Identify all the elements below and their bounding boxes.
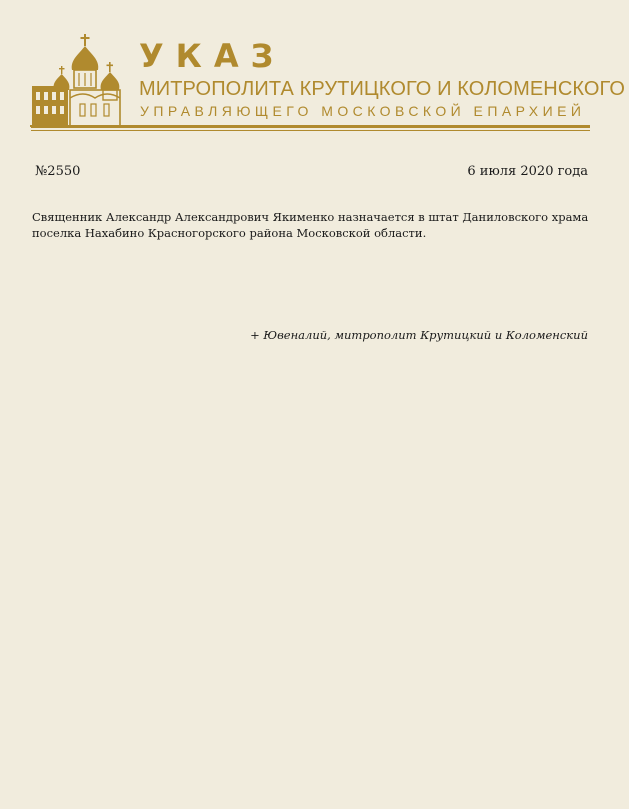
- decree-date: 6 июля 2020 года: [467, 164, 588, 179]
- diocese-title: УПРАВЛЯЮЩЕГО МОСКОВСКОЙ ЕПАРХИЕЙ: [140, 103, 586, 119]
- decree-title: УКАЗ: [139, 37, 286, 75]
- header-rule-thin: [31, 130, 590, 131]
- header-rule-thick: [31, 125, 590, 128]
- church-domes-icon: [28, 32, 124, 128]
- metropolitan-title: МИТРОПОЛИТА КРУТИЦКОГО И КОЛОМЕНСКОГО: [139, 78, 626, 100]
- decree-number: №2550: [35, 164, 81, 179]
- letterhead: [0, 0, 629, 140]
- decree-text: Священник Александр Александрович Якименко назначается в штат Даниловского храма поселка Нахабино Красногорского района Московской области.: [32, 210, 589, 240]
- signature: + Ювеналий, митрополит Крутицкий и Коломенский: [250, 328, 588, 342]
